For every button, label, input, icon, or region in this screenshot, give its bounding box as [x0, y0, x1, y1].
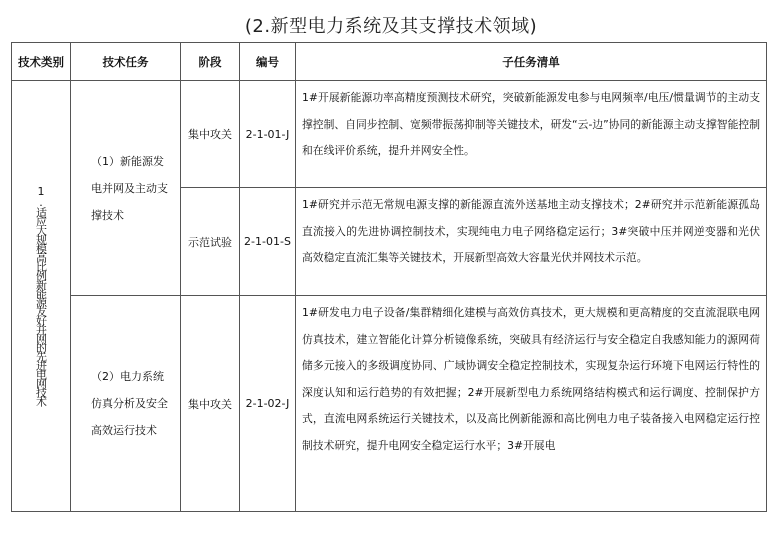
- code-cell: 2-1-02-J: [240, 296, 296, 512]
- header-category: 技术类别: [12, 43, 71, 81]
- subtask-cell: 1#研发电力电子设备/集群精细化建模与高效仿真技术，更大规模和更高精度的交直流混联电网仿真技术，建立智能化计算分析镜像系统，突破具有经济运行与安全稳定自我感知能力的源网荷储多元接入的多级调度协同、广域协调安全稳定控制技术，实现复杂运行环境下电网运行特性的深度认知和运行趋势的有效把握；2#开展新型电力系统网络结构模式和运行调度、控制保护方式，直流电网系统运行关键技术，以及高比例新能源和高比例电力电子装备接入电网稳定运行控制技术研究，提升电网安全稳定运行水平；3#开展电: [296, 296, 767, 512]
- subtask-cell: 1#开展新能源功率高精度预测技术研究，突破新能源发电参与电网频率/电压/惯量调节的主动支撑控制、自同步控制、宽频带振荡抑制等关键技术，研发“云-边”协同的新能源主动支撑智能控制和在线评价系统，提升并网安全性。: [296, 81, 767, 188]
- code-cell: 2-1-01-S: [240, 188, 296, 296]
- stage-cell: 集中攻关: [181, 296, 240, 512]
- table-row: [12, 296, 767, 512]
- header-stage: 阶段: [181, 43, 240, 81]
- category-label: 1.适应大规模高比例新能源友好并网的先进电网技术: [34, 184, 48, 405]
- task-label: （1）新能源发电并网及主动支撑技术: [91, 154, 168, 222]
- table-row: [12, 81, 767, 188]
- code-cell: 2-1-01-J: [240, 81, 296, 188]
- task-cell: [71, 296, 181, 512]
- section-title: (2.新型电力系统及其支撑技术领域): [244, 16, 538, 37]
- header-task: 技术任务: [71, 43, 181, 81]
- technology-task-table: [11, 42, 767, 512]
- task-cell: [71, 81, 181, 296]
- stage-cell: 集中攻关: [181, 81, 240, 188]
- stage-cell: 示范试验: [181, 188, 240, 296]
- subtask-cell: 1#研究并示范无常规电源支撑的新能源直流外送基地主动支撑技术；2#研究并示范新能源孤岛直流接入的先进协调控制技术，实现纯电力电子网络稳定运行；3#突破中压并网逆变器和光伏高效稳定直流汇集等关键技术，开展新型高效大容量光伏并网技术示范。: [296, 188, 767, 296]
- header-subtask-list: 子任务清单: [296, 43, 767, 81]
- category-cell: [12, 81, 71, 512]
- table-header-row: [12, 43, 767, 81]
- task-label: （2）电力系统仿真分析及安全高效运行技术: [91, 370, 168, 437]
- header-code: 编号: [240, 43, 296, 81]
